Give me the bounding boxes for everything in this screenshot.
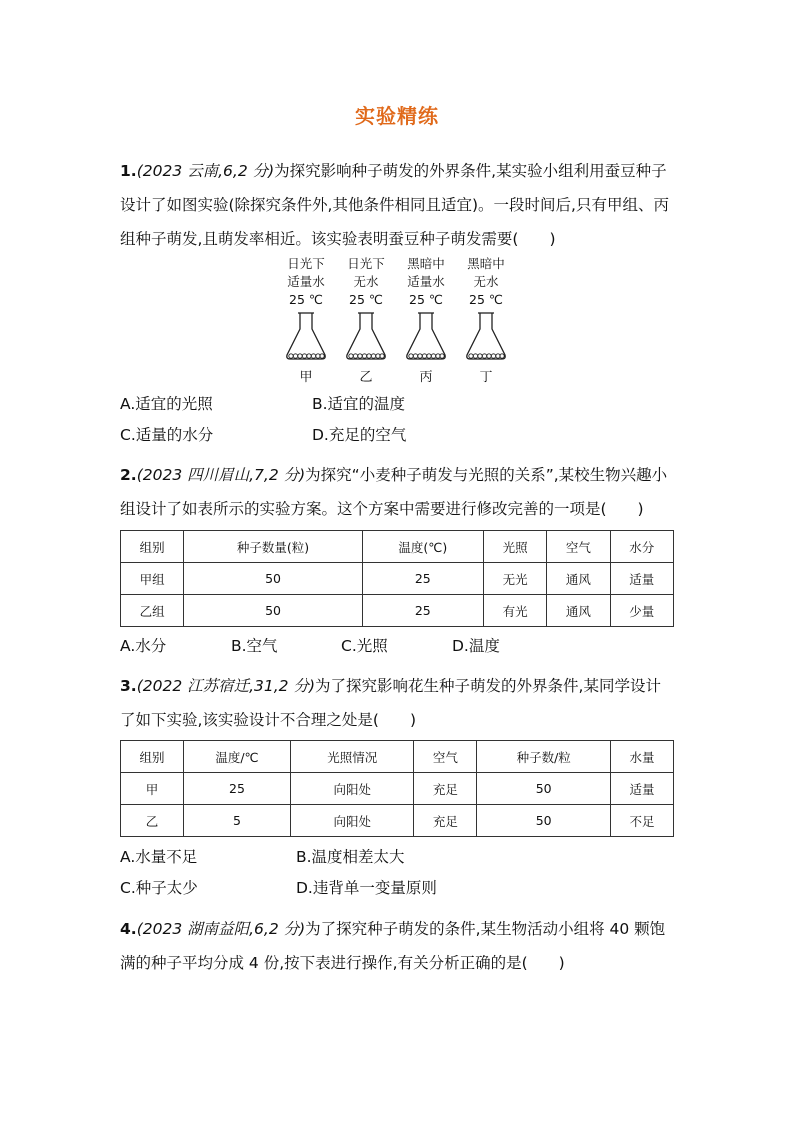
flask-label: 丁 xyxy=(479,370,493,385)
option-a: A.水量不足 xyxy=(120,848,198,866)
flask-icon xyxy=(404,311,448,363)
question-source: (2023 湖南益阳,6,2 分) xyxy=(136,920,306,938)
table-cell: 通风 xyxy=(547,595,610,627)
table-cell: 50 xyxy=(184,563,362,595)
flask-label: 甲 xyxy=(299,370,313,385)
table-header: 空气 xyxy=(414,741,477,773)
table-header: 水量 xyxy=(610,741,673,773)
question-number: 3. xyxy=(120,677,137,695)
flask-icon xyxy=(344,311,388,363)
question-2 xyxy=(120,458,676,526)
flask-condition-water: 适量水 xyxy=(287,274,325,289)
q2-options xyxy=(120,631,676,662)
flask-group-bing xyxy=(396,255,456,387)
table-cell: 25 xyxy=(362,595,483,627)
option-a: A.水分 xyxy=(120,637,167,655)
table-header: 光照 xyxy=(483,531,546,563)
question-3 xyxy=(120,669,676,737)
flask-condition-light: 黑暗中 xyxy=(467,256,505,271)
table-cell: 少量 xyxy=(610,595,673,627)
question-4 xyxy=(120,912,676,980)
table-cell: 乙 xyxy=(121,805,184,837)
option-b: B.适宜的温度 xyxy=(312,395,406,413)
table-row xyxy=(121,805,674,837)
table-cell: 25 xyxy=(183,773,290,805)
option-d: D.违背单一变量原则 xyxy=(296,879,437,897)
table-header: 种子数/粒 xyxy=(477,741,611,773)
question-number: 1. xyxy=(120,162,137,180)
question-number: 4. xyxy=(120,920,137,938)
table-cell: 无光 xyxy=(483,563,546,595)
question-text: 为了探究种子萌发的条件,某生物活动小组将 40 颗饱满的种子平均分成 4 份,按下表进行操作,有关分析正确的是( ) xyxy=(120,920,666,972)
table-header-row xyxy=(121,741,674,773)
question-text: 为探究“小麦种子萌发与光照的关系”,某校生物兴趣小组设计了如表所示的实验方案。这个方案中需要进行修改完善的一项是( ) xyxy=(120,466,668,518)
flask-condition-water: 适量水 xyxy=(407,274,445,289)
option-d: D.充足的空气 xyxy=(312,426,407,444)
question-source: (2023 云南,6,2 分) xyxy=(136,162,275,180)
option-c: C.光照 xyxy=(341,637,388,655)
flask-condition-light: 黑暗中 xyxy=(407,256,445,271)
page-title: 实验精练 xyxy=(355,104,439,128)
option-c: C.适量的水分 xyxy=(120,426,214,444)
table-cell: 适量 xyxy=(610,563,673,595)
q3-table xyxy=(120,740,674,837)
table-header: 光照情况 xyxy=(291,741,414,773)
question-number: 2. xyxy=(120,466,137,484)
table-row xyxy=(121,773,674,805)
table-cell: 甲 xyxy=(121,773,184,805)
table-cell: 乙组 xyxy=(121,595,184,627)
flask-label: 乙 xyxy=(359,370,373,385)
flask-icon xyxy=(284,311,328,363)
question-source: (2023 四川眉山,7,2 分) xyxy=(136,466,306,484)
flask-group-jia xyxy=(276,255,336,387)
option-b: B.温度相差太大 xyxy=(296,848,405,866)
question-text: 为了探究影响花生种子萌发的外界条件,某同学设计了如下实验,该实验设计不合理之处是( ) xyxy=(120,677,661,729)
table-cell: 充足 xyxy=(414,773,477,805)
table-cell: 50 xyxy=(477,805,611,837)
table-cell: 充足 xyxy=(414,805,477,837)
table-cell: 50 xyxy=(477,773,611,805)
flask-condition-temp: 25 ℃ xyxy=(289,292,323,307)
table-cell: 甲组 xyxy=(121,563,184,595)
table-cell: 向阳处 xyxy=(291,773,414,805)
table-header: 种子数量(粒) xyxy=(184,531,362,563)
table-cell: 5 xyxy=(183,805,290,837)
q1-options xyxy=(120,389,676,451)
q3-options xyxy=(120,842,676,904)
table-header: 水分 xyxy=(610,531,673,563)
flask-label: 丙 xyxy=(419,370,433,385)
flask-condition-water: 无水 xyxy=(353,274,379,289)
flask-condition-temp: 25 ℃ xyxy=(349,292,383,307)
flask-condition-light: 日光下 xyxy=(287,256,325,271)
table-cell: 适量 xyxy=(610,773,673,805)
option-c: C.种子太少 xyxy=(120,879,198,897)
flask-group-yi xyxy=(336,255,396,387)
question-text: 为探究影响种子萌发的外界条件,某实验小组利用蚕豆种子设计了如图实验(除探究条件外,其他条件相同且适宜)。一段时间后,只有甲组、丙组种子萌发,且萌发率相近。该实验表明蚕豆种子萌发需要( ) xyxy=(120,162,669,248)
table-cell: 向阳处 xyxy=(291,805,414,837)
flask-condition-temp: 25 ℃ xyxy=(409,292,443,307)
flask-condition-light: 日光下 xyxy=(347,256,385,271)
option-b: B.空气 xyxy=(231,637,278,655)
table-header-row xyxy=(121,531,674,563)
table-row xyxy=(121,595,674,627)
flask-icon xyxy=(464,311,508,363)
flask-condition-water: 无水 xyxy=(473,274,499,289)
flask-group-ding xyxy=(456,255,516,387)
table-cell: 50 xyxy=(184,595,362,627)
table-cell: 不足 xyxy=(610,805,673,837)
flask-diagram xyxy=(276,255,516,390)
table-row xyxy=(121,563,674,595)
table-cell: 有光 xyxy=(483,595,546,627)
table-header: 空气 xyxy=(547,531,610,563)
question-source: (2022 江苏宿迁,31,2 分) xyxy=(136,677,316,695)
table-cell: 通风 xyxy=(547,563,610,595)
table-header: 温度/℃ xyxy=(183,741,290,773)
table-cell: 25 xyxy=(362,563,483,595)
flask-condition-temp: 25 ℃ xyxy=(469,292,503,307)
table-header: 组别 xyxy=(121,741,184,773)
table-header: 组别 xyxy=(121,531,184,563)
table-header: 温度(℃) xyxy=(362,531,483,563)
option-a: A.适宜的光照 xyxy=(120,395,213,413)
q2-table xyxy=(120,530,674,627)
question-1 xyxy=(120,154,676,256)
option-d: D.温度 xyxy=(452,637,500,655)
